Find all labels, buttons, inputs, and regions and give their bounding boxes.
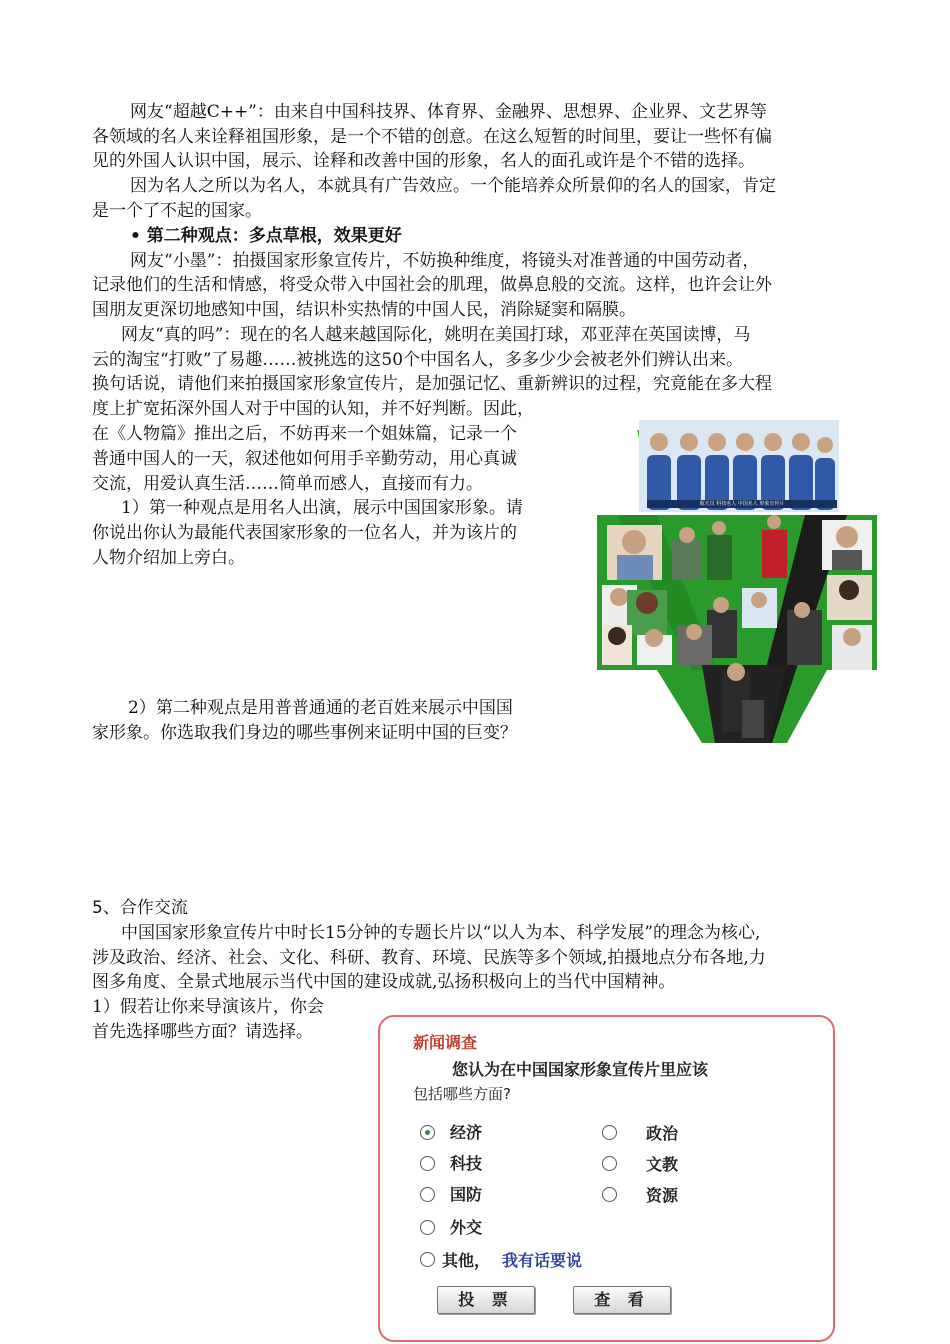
paragraph-line: 中国国家形象宣传片中时长15分钟的专题长片以“以人为本、科学发展”的理念为核心,: [121, 923, 761, 943]
question-2-line: 家形象。你选取我们身边的哪些事例来证明中国的巨变？: [92, 723, 517, 743]
paragraph-line: 见的外国人认识中国，展示、诠释和改善中国的形象，名人的面孔或许是个不错的选择。: [92, 151, 755, 171]
survey-question-cont: 包括哪些方面?: [413, 1085, 511, 1103]
section-5-heading: 5、合作交流: [92, 898, 188, 918]
radio-defense[interactable]: [420, 1187, 435, 1202]
view-results-button[interactable]: 查 看: [573, 1286, 671, 1314]
paragraph-line: 国朋友更深切地感知中国，结识朴实热情的中国人民，消除疑窦和隔膜。: [92, 300, 636, 320]
option-diplomacy-label: 外交: [450, 1218, 483, 1237]
paragraph-line: 度上扩宽拓深外国人对于中国的认知，并不好判断。因此，: [92, 399, 534, 419]
radio-politics[interactable]: [602, 1125, 617, 1140]
radio-culture-education[interactable]: [602, 1156, 617, 1171]
paragraph-line: 云的淘宝“打败”了易趣……被挑选的这50个中国名人，多多少少会被老外们辨认出来。: [92, 350, 744, 370]
paragraph-line: 网友“真的吗”：现在的名人越来越国际化，姚明在美国打球，邓亚萍在英国读博，马: [121, 325, 751, 345]
paragraph-line: 普通中国人的一天，叙述他如何用手辛勤劳动，用心真诚: [92, 449, 517, 469]
question-1-line: 1）第一种观点是用名人出演，展示中国国家形象。请: [121, 498, 523, 518]
paragraph-line: 网友“超越C++”：由来自中国科技界、体育界、金融界、思想界、企业界、文艺界等: [130, 102, 767, 122]
question-2-line: 2）第二种观点是用普普通通的老百姓来展示中国国: [128, 698, 513, 718]
celebrity-collage-image: [597, 410, 877, 743]
question-1-line: 人物介绍加上旁白。: [92, 548, 245, 568]
radio-other[interactable]: [420, 1252, 435, 1267]
collage-banner-text: 航天员 科技名人 中国名人 形象宣传片: [699, 501, 785, 507]
option-other-label: 其他，: [442, 1251, 491, 1270]
question-1-line: 你说出你认为最能代表国家形象的一位名人，并为该片的: [92, 523, 517, 543]
paragraph-line: 是一个了不起的国家。: [92, 201, 262, 221]
paragraph-line: 交流，用爱认真生活……简单而感人，直接而有力。: [92, 474, 483, 494]
paragraph-line: 在《人物篇》推出之后，不妨再来一个姐妹篇，记录一个: [92, 424, 517, 444]
survey-question: 您认为在中国国家形象宣传片里应该: [452, 1060, 709, 1079]
radio-science[interactable]: [420, 1156, 435, 1171]
option-politics-label: 政治: [646, 1124, 679, 1143]
paragraph-line: 因为名人之所以为名人，本就具有广告效应。一个能培养众所景仰的名人的国家，肯定: [130, 176, 776, 196]
paragraph-line: 记录他们的生活和情感，将受众带入中国社会的肌理，做鼻息般的交流。这样，也许会让外: [92, 275, 772, 295]
paragraph-line: 图多角度、全景式地展示当代中国的建设成就,弘扬积极向上的当代中国精神。: [92, 972, 676, 992]
paragraph-line: 网友“小墨”：拍摄国家形象宣传片，不妨换种维度，将镜头对准普通的中国劳动者，: [130, 251, 760, 271]
option-science-label: 科技: [450, 1154, 483, 1173]
paragraph-line: 换句话说，请他们来拍摄国家形象宣传片，是加强记忆、重新辨识的过程，究竟能在多大程: [92, 374, 772, 394]
news-survey-panel: [378, 1015, 835, 1342]
option-defense-label: 国防: [450, 1185, 483, 1204]
vote-button[interactable]: 投 票: [437, 1286, 535, 1314]
paragraph-line: 涉及政治、经济、社会、文化、科研、教育、环境、民族等多个领域,拍摄地点分布各地,力: [92, 948, 766, 968]
survey-header: 新闻调查: [413, 1033, 478, 1052]
paragraph-line: 各领域的名人来诠释祖国形象，是一个不错的创意。在这么短暂的时间里，要让一些怀有偏: [92, 127, 772, 147]
radio-resources[interactable]: [602, 1187, 617, 1202]
option-culture-education-label: 文教: [646, 1155, 679, 1174]
radio-economy[interactable]: [420, 1125, 435, 1140]
option-resources-label: 资源: [646, 1186, 679, 1205]
task-1-line: 首先选择哪些方面？请选择。: [92, 1022, 313, 1042]
task-1-line: 1）假若让你来导演该片，你会: [92, 997, 324, 1017]
comment-link[interactable]: 我有话要说: [502, 1251, 583, 1270]
section-heading: • 第二种观点：多点草根，效果更好: [130, 226, 402, 246]
radio-diplomacy[interactable]: [420, 1220, 435, 1235]
option-economy-label: 经济: [450, 1123, 483, 1142]
